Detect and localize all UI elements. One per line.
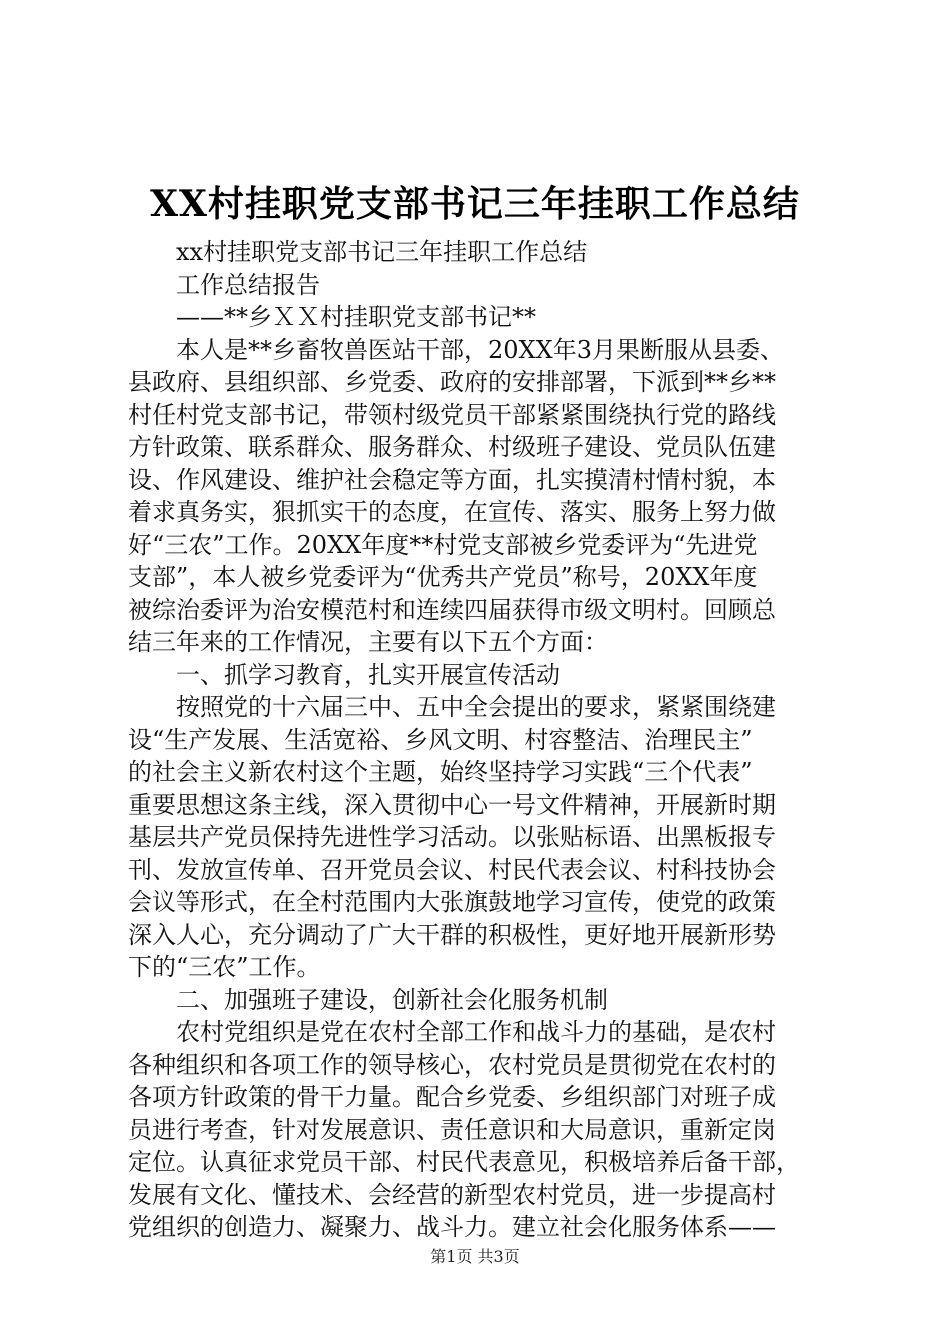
- paragraph-line: 各种组织和各项工作的领导核心，农村党员是贯彻党在农村的: [128, 1050, 776, 1079]
- paragraph-line: 的社会主义新农村这个主题，始终坚持学习实践“三个代表”: [128, 758, 753, 786]
- paragraph-line: 深入人心，充分调动了广大干群的积极性，更好地开展新形势: [128, 920, 776, 949]
- paragraph-line: 定位。认真征求党员干部、村民代表意见，积极培养后备干部，: [128, 1148, 800, 1176]
- paragraph-line: 设、作风建设、维护社会稳定等方面，扎实摸清村情村貌，本: [128, 465, 776, 494]
- report-type-line: 工作总结报告: [176, 270, 320, 299]
- paragraph-line: 方针政策、联系群众、服务群众、村级班子建设、党员队伍建: [128, 433, 776, 461]
- paragraph-line: 按照党的十六届三中、五中全会提出的要求，紧紧围绕建: [176, 693, 776, 721]
- paragraph-line: 员进行考查，针对发展意识、责任意识和大局意识，重新定岗: [128, 1115, 776, 1144]
- paragraph-line: 会议等形式，在全村范围内大张旗鼓地学习宣传，使党的政策: [128, 888, 776, 916]
- section-heading: 一、抓学习教育，扎实开展宣传活动: [176, 660, 560, 689]
- paragraph-line: 下的“三农”工作。: [128, 953, 321, 981]
- section-heading: 二、加强班子建设，创新社会化服务机制: [176, 985, 608, 1014]
- paragraph-line: 党组织的创造力、凝聚力、战斗力。建立社会化服务体系——: [128, 1213, 776, 1241]
- document-title: XX村挂职党支部书记三年挂职工作总结: [150, 183, 800, 225]
- paragraph-line: 设“生产发展、生活宽裕、乡风文明、村容整洁、治理民主”: [128, 725, 753, 754]
- paragraph-line: 重要思想这条主线，深入贯彻中心一号文件精神，开展新时期: [128, 790, 776, 819]
- document-body: [128, 236, 836, 1244]
- subtitle-line: xx村挂职党支部书记三年挂职工作总结: [176, 238, 588, 266]
- paragraph-line: 着求真务实，狠抓实干的态度，在宣传、落实、服务上努力做: [128, 498, 776, 526]
- paragraph-line: 被综治委评为治安模范村和连续四届获得市级文明村。回顾总: [128, 595, 776, 624]
- paragraph-line: 本人是**乡畜牧兽医站干部，20XX年3月果断服从县委、: [176, 335, 784, 364]
- paragraph-line: 发展有文化、懂技术、会经营的新型农村党员，进一步提高村: [128, 1180, 776, 1209]
- author-line: ——**乡ＸＸ村挂职党支部书记**: [176, 303, 536, 331]
- paragraph-line: 支部”，本人被乡党委评为“优秀共产党员”称号，20XX年度: [128, 563, 758, 591]
- paragraph-line: 基层共产党员保持先进性学习活动。以张贴标语、出黑板报专: [128, 823, 776, 851]
- paragraph-line: 农村党组织是党在农村全部工作和战斗力的基础，是农村: [176, 1018, 776, 1046]
- paragraph-line: 各项方针政策的骨干力量。配合乡党委、乡组织部门对班子成: [128, 1083, 776, 1111]
- paragraph-line: 村任村党支部书记，带领村级党员干部紧紧围绕执行党的路线: [128, 400, 776, 429]
- paragraph-line: 结三年来的工作情况，主要有以下五个方面：: [128, 628, 608, 656]
- paragraph-line: 县政府、县组织部、乡党委、政府的安排部署，下派到**乡**: [128, 368, 776, 396]
- page-number: 第1页 共3页: [430, 1247, 520, 1266]
- paragraph-line: 好“三农”工作。20XX年度**村党支部被乡党委评为“先进党: [128, 530, 758, 559]
- paragraph-line: 刊、发放宣传单、召开党员会议、村民代表会议、村科技协会: [128, 855, 776, 884]
